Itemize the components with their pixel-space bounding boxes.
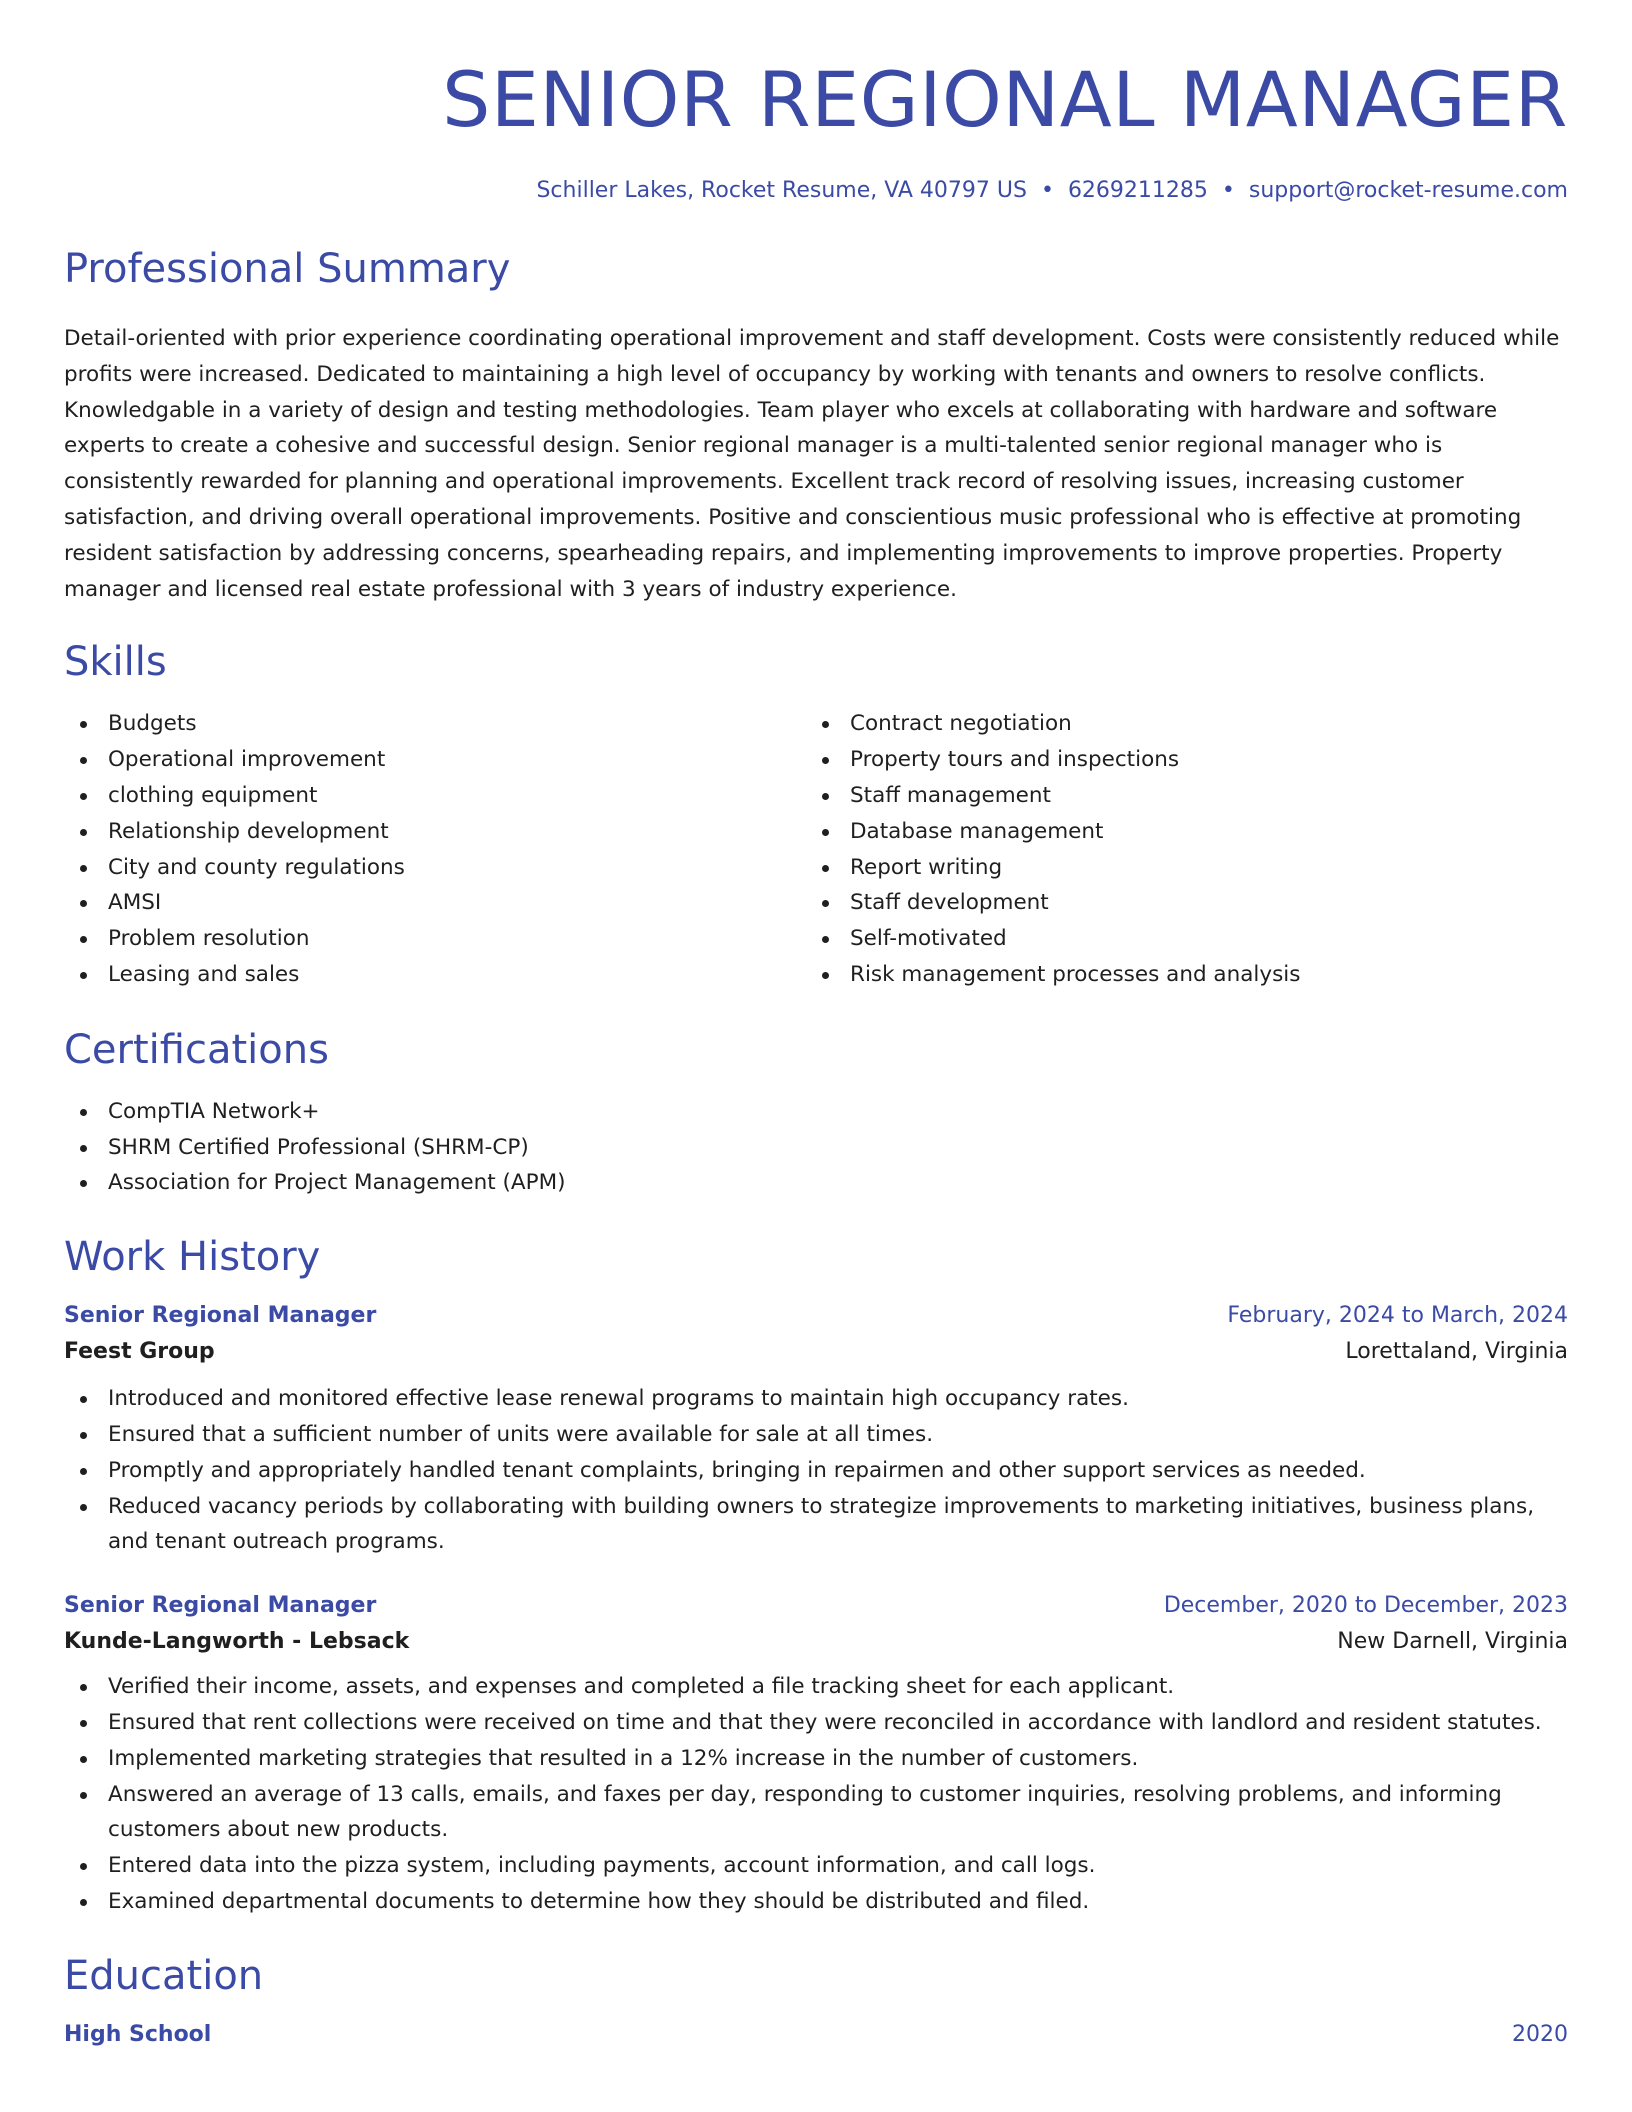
job-bullet: Examined departmental documents to determine how they should be distributed and filed. bbox=[64, 1884, 1568, 1920]
education-section bbox=[64, 1952, 1568, 2047]
job-bullet: Ensured that rent collections were received on time and that they were reconciled in accordance with landlord and resident statutes. bbox=[64, 1705, 1568, 1741]
job-header bbox=[64, 1595, 1568, 1617]
job-bullet: Implemented marketing strategies that resulted in a 12% increase in the number of customers. bbox=[64, 1741, 1568, 1777]
certifications-list bbox=[64, 1094, 1568, 1201]
resume-header bbox=[64, 50, 1568, 202]
skill-item: Staff management bbox=[806, 778, 1548, 814]
skill-item: clothing equipment bbox=[64, 778, 806, 814]
skill-item: Operational improvement bbox=[64, 742, 806, 778]
summary-text: Detail-oriented with prior experience coordinating operational improvement and staff development. Costs were consistently reduced while profits were increased. Dedicated to maintaining a high level of occupancy by working with tenants and owners to resolve conflicts. Knowledgable in a variety of design and testing methodologies. Team player who excels at collaborating with hardware and software experts to create a cohesive and successful design. Senior regional manager is a multi-talented senior regional manager who is consistently rewarded for planning and operational improvements. Excellent track record of resolving issues, increasing customer satisfaction, and driving overall operational improvements. Positive and conscientious music professional who is effective at promoting resident satisfaction by addressing concerns, spearheading repairs, and implementing improvements to improve properties. Property manager and licensed real estate professional with 3 years of industry experience. bbox=[64, 326, 1560, 602]
contact-address: Schiller Lakes, Rocket Resume, VA 40797 US bbox=[536, 178, 1027, 203]
skill-item: Report writing bbox=[806, 850, 1548, 886]
job-location: New Darnell, Virginia bbox=[1337, 1629, 1568, 1655]
skills-grid bbox=[64, 706, 1568, 992]
job-dates: December, 2020 to December, 2023 bbox=[1163, 1593, 1568, 1619]
work-history-section bbox=[64, 1234, 1568, 1920]
skills-heading: Skills bbox=[64, 639, 167, 686]
skills-list-right bbox=[806, 706, 1548, 992]
education-heading: Education bbox=[64, 1952, 264, 1999]
contact-line bbox=[64, 180, 1568, 202]
skill-item: Leasing and sales bbox=[64, 957, 806, 993]
job-subheader bbox=[64, 1631, 1568, 1653]
contact-separator: • bbox=[1040, 178, 1054, 203]
job-entry bbox=[64, 1305, 1568, 1560]
skill-item: Budgets bbox=[64, 706, 806, 742]
education-entry bbox=[64, 2021, 1568, 2047]
skill-item: Staff development bbox=[806, 885, 1548, 921]
work-history-heading: Work History bbox=[64, 1234, 321, 1281]
job-bullet: Ensured that a sufficient number of units were available for sale at all times. bbox=[64, 1417, 1568, 1453]
skill-item: City and county regulations bbox=[64, 850, 806, 886]
job-bullets bbox=[64, 1381, 1568, 1560]
job-company: Kunde-Langworth - Lebsack bbox=[64, 1629, 410, 1655]
job-bullets bbox=[64, 1669, 1568, 1920]
candidate-title: SENIOR REGIONAL MANAGER bbox=[442, 55, 1568, 144]
skill-item: Property tours and inspections bbox=[806, 742, 1548, 778]
skill-item: AMSI bbox=[64, 885, 806, 921]
certifications-section bbox=[64, 1026, 1568, 1201]
education-year: 2020 bbox=[1512, 2021, 1568, 2047]
education-degree: High School bbox=[64, 2021, 212, 2047]
job-dates: February, 2024 to March, 2024 bbox=[1227, 1303, 1568, 1329]
summary-heading: Professional Summary bbox=[64, 246, 511, 292]
job-company: Feest Group bbox=[64, 1339, 215, 1365]
skills-list-left bbox=[64, 706, 806, 992]
skill-item: Problem resolution bbox=[64, 921, 806, 957]
skills-section bbox=[64, 639, 1568, 992]
job-bullet: Entered data into the pizza system, including payments, account information, and call logs. bbox=[64, 1848, 1568, 1884]
certification-item: CompTIA Network+ bbox=[64, 1094, 1568, 1130]
job-title: Senior Regional Manager bbox=[64, 1593, 377, 1619]
job-bullet: Answered an average of 13 calls, emails, and faxes per day, responding to customer inquiries, resolving problems, and informing customers about new products. bbox=[64, 1777, 1568, 1849]
skill-item: Self-motivated bbox=[806, 921, 1548, 957]
skill-item: Contract negotiation bbox=[806, 706, 1548, 742]
job-location: Lorettaland, Virginia bbox=[1345, 1339, 1568, 1365]
job-entry bbox=[64, 1595, 1568, 1920]
job-title: Senior Regional Manager bbox=[64, 1303, 377, 1329]
job-bullet: Promptly and appropriately handled tenant complaints, bringing in repairmen and other support services as needed. bbox=[64, 1453, 1568, 1489]
job-bullet: Reduced vacancy periods by collaborating with building owners to strategize improvements to marketing initiatives, business plans, and tenant outreach programs. bbox=[64, 1489, 1568, 1561]
certifications-heading: Certifications bbox=[64, 1026, 329, 1073]
job-header bbox=[64, 1305, 1568, 1327]
summary-section bbox=[64, 246, 1568, 607]
skill-item: Risk management processes and analysis bbox=[806, 957, 1548, 993]
certification-item: Association for Project Management (APM) bbox=[64, 1165, 1568, 1201]
skill-item: Relationship development bbox=[64, 814, 806, 850]
certification-item: SHRM Certified Professional (SHRM-CP) bbox=[64, 1130, 1568, 1166]
job-bullet: Verified their income, assets, and expenses and completed a file tracking sheet for each applicant. bbox=[64, 1669, 1568, 1705]
contact-separator: • bbox=[1221, 178, 1235, 203]
skill-item: Database management bbox=[806, 814, 1548, 850]
contact-phone: 6269211285 bbox=[1067, 178, 1208, 203]
contact-email: support@rocket-resume.com bbox=[1248, 178, 1568, 203]
job-subheader bbox=[64, 1341, 1568, 1363]
job-bullet: Introduced and monitored effective lease renewal programs to maintain high occupancy rates. bbox=[64, 1381, 1568, 1417]
